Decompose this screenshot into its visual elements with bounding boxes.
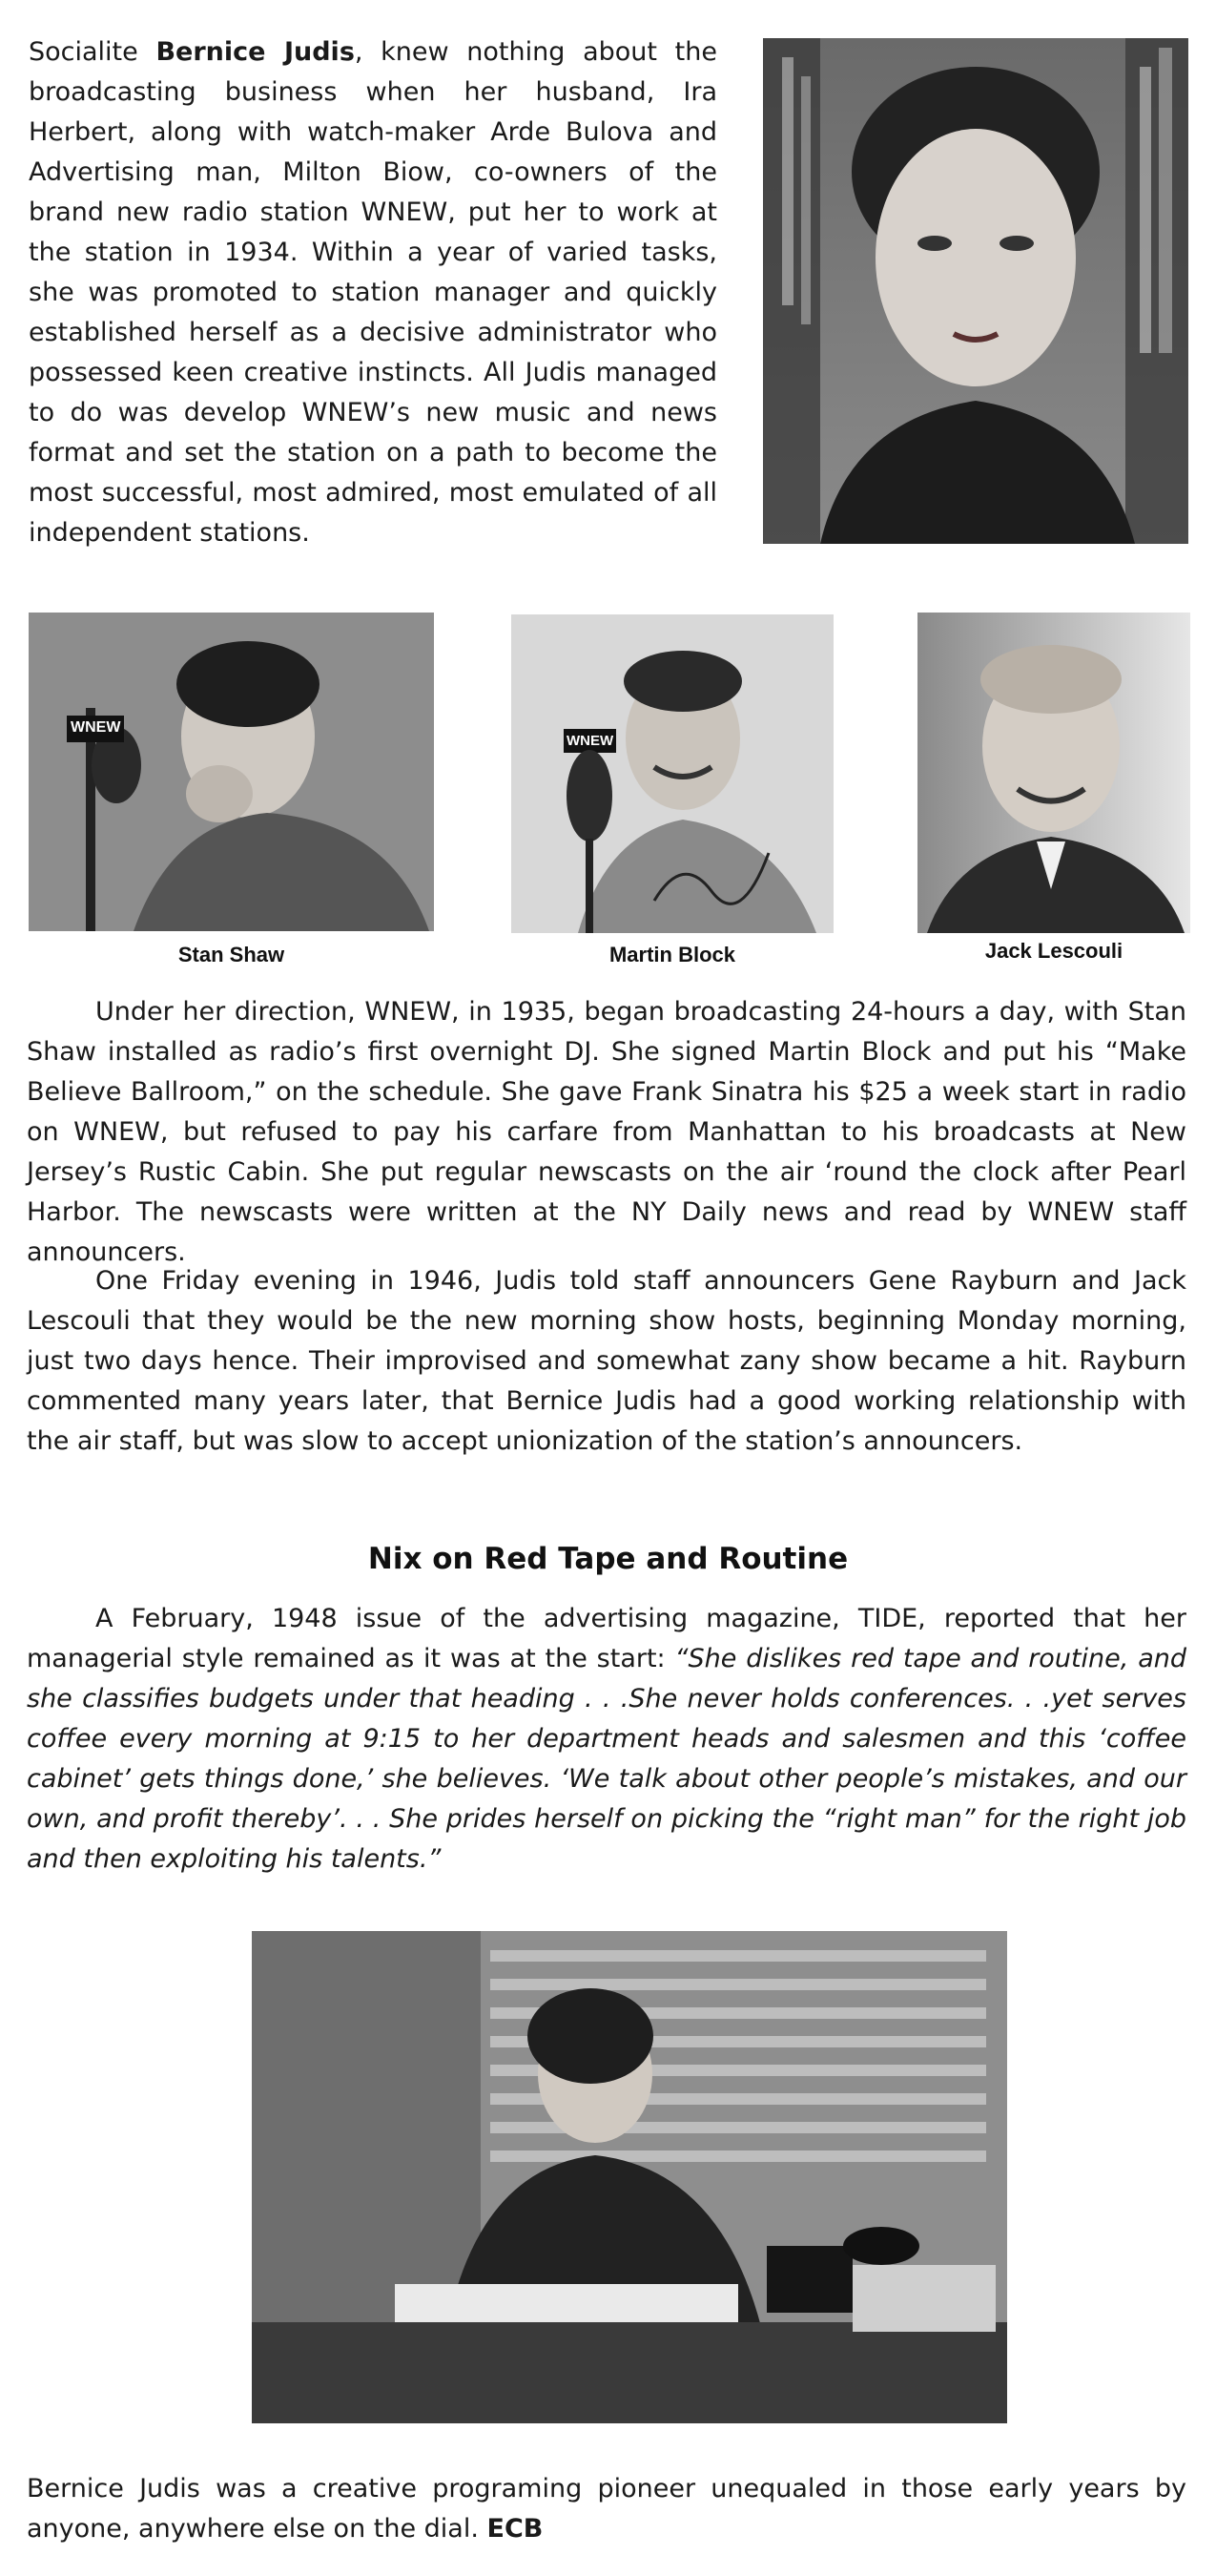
office-photo-icon xyxy=(252,1931,1007,2423)
intro-lead: Socialite xyxy=(29,37,156,67)
tide-quote: “She dislikes red tape and routine, and she classifies budgets under that heading . . .She never holds conferences. . .yet serves coffee every morning at 9:15 to her department heads and salesmen and this ‘coffee cabinet’ gets things done,’ she believes. ‘We talk about other people’s mistakes, and our own, and profit thereby’. . . She prides herself on picking the “right man” for the right job and then exploiting his talents.” xyxy=(27,1644,1186,1874)
portrait-photo-icon xyxy=(763,38,1188,544)
stan-shaw-photo xyxy=(29,613,434,931)
intro-rest: , knew nothing about the broadcasting business when her husband, Ira Herbert, along with watch-maker Arde Bulova and Advertising man, Milton Biow, co-owners of the brand new radio station WNEW, put her to work at the station in 1934. Within a year of varied tasks, she was promoted to station manager and quickly established herself as a decisive administrator who possessed keen creative instincts. All Judis managed to do was develop WNEW’s new music and news format and set the station on a path to become the most successful, most admired, most emulated of all independent stations. xyxy=(29,37,717,548)
jack-lescouli-caption: Jack Lescouli xyxy=(984,939,1123,963)
direction-paragraph: Under her direction, WNEW, in 1935, began broadcasting 24-hours a day, with Stan Shaw installed as radio’s first overnight DJ. She signed Martin Block and put his “Make Believe Ballroom,” on the schedule. She gave Frank Sinatra his $25 a week start in radio on WNEW, but refused to pay his carfare from Manhattan to his broadcasts at New Jersey’s Rustic Cabin. She put regular newscasts on the air ‘round the clock after Pearl Harbor. The newscasts were written at the NY Daily news and read by WNEW staff announcers. xyxy=(27,997,1186,1267)
subject-name: Bernice Judis xyxy=(155,37,355,67)
jack-lescouli-photo-icon xyxy=(917,613,1190,933)
author-signature: ECB xyxy=(486,2514,544,2544)
closing-paragraph xyxy=(27,2469,1186,2549)
morning-show-paragraph: One Friday evening in 1946, Judis told staff announcers Gene Rayburn and Jack Lescouli that they would be the new morning show hosts, beginning Monday morning, just two days hence. Their improvised and somewhat zany show became a hit. Rayburn commented many years later, that Bernice Judis had a good working relationship with the air staff, but was slow to accept unionization of the station’s announcers. xyxy=(27,1266,1186,1456)
bernice-judis-portrait xyxy=(763,38,1188,544)
closing-text: Bernice Judis was a creative programing pioneer unequaled in those early years by anyone, anywhere else on the dial. xyxy=(27,2474,1186,2544)
martin-block-photo-icon xyxy=(511,614,834,933)
stan-shaw-caption: Stan Shaw xyxy=(177,943,285,966)
martin-block-caption: Martin Block xyxy=(608,943,736,966)
tide-lead: A February, 1948 issue of the advertising magazine, TIDE, reported that her managerial style remained as it was at the start: xyxy=(27,1604,1186,1673)
tide-paragraph xyxy=(27,1599,1186,1880)
judis-office-photo xyxy=(252,1931,1007,2423)
jack-lescouli-photo xyxy=(917,613,1190,933)
stan-shaw-photo-icon xyxy=(29,613,434,931)
section-heading: Nix on Red Tape and Routine xyxy=(367,1542,849,1576)
intro-paragraph xyxy=(29,32,717,553)
martin-block-mic-label: WNEW xyxy=(567,733,614,749)
stan-shaw-mic-label: WNEW xyxy=(71,719,121,736)
martin-block-photo xyxy=(511,614,834,933)
